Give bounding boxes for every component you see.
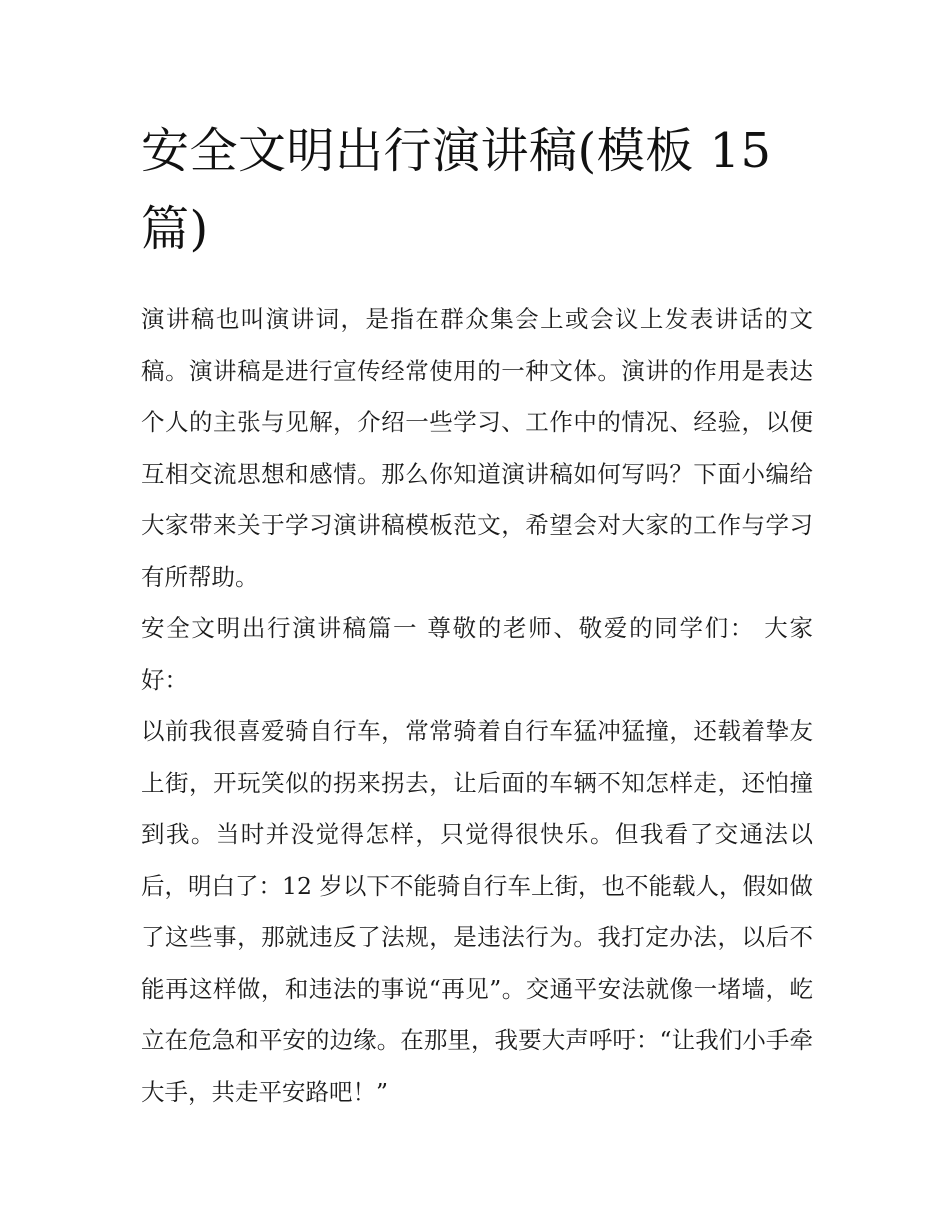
document-body xyxy=(141,294,813,1118)
paragraph-greeting: 安全文明出行演讲稿篇一 尊敬的老师、敬爱的同学们： 大家好： xyxy=(141,614,813,694)
paragraph-story: 以前我很喜爱骑自行车，常常骑着自行车猛冲猛撞，还载着挚友上街，开玩笑似的拐来拐去，让后面的车辆不知怎样走，还怕撞到我。当时并没觉得怎样，只觉得很快乐。但我看了交通法以后，明白了：12 岁以下不能骑自行车上街，也不能载人，假如做了这些事，那就违反了法规，是违法行为。我打定办法，以后不能再这样做，和违法的事说“再见”。交通平安法就像一堵墙，屹立在危急和平安的边缘。在那里，我要大声呼吁：“让我们小手牵大手，共走平安路吧！” xyxy=(141,717,813,1106)
document-title: 安全文明出行演讲稿(模板 15 篇) xyxy=(141,123,772,257)
paragraph-intro: 演讲稿也叫演讲词，是指在群众集会上或会议上发表讲话的文稿。演讲稿是进行宣传经常使用的一种文体。演讲的作用是表达个人的主张与见解，介绍一些学习、工作中的情况、经验，以便互相交流思想和感情。那么你知道演讲稿如何写吗？下面小编给大家带来关于学习演讲稿模板范文，希望会对大家的工作与学习有所帮助。 xyxy=(141,305,813,591)
document-page xyxy=(141,112,813,1118)
